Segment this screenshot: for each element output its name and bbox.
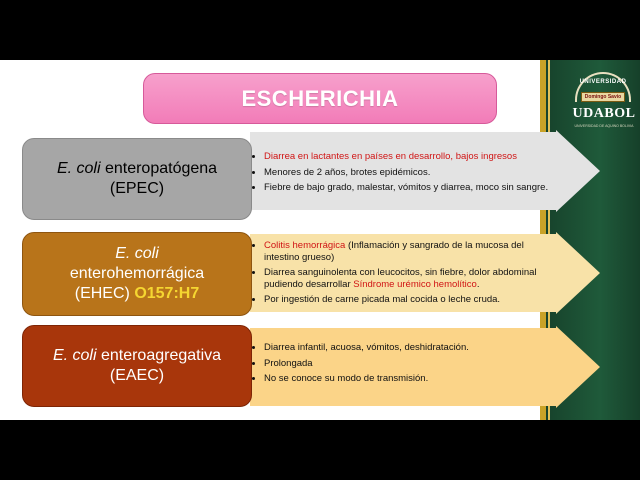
row-3-name: E. coli enteroagregativa — [52, 347, 222, 364]
list-item: • Diarrea en lactantes en países en desarrollo, bajos ingresos — [264, 151, 559, 163]
row-2-name-box — [22, 232, 252, 316]
row-2-abbr: (EHEC) O157:H7 — [74, 285, 200, 302]
slide-title-text: ESCHERICHIA — [241, 85, 399, 111]
list-item: • Colitis hemorrágica (Inflamación y sangrado de la mucosa del intestino grueso) — [264, 240, 559, 263]
list-item: • Diarrea sanguinolenta con leucocitos, sin fiebre, dolor abdominal pudiendo desarrollar Síndrome urémico hemolítico. — [264, 267, 559, 290]
row-1-name: E. coli enteropatógena — [56, 160, 218, 177]
university-crest-icon — [575, 72, 631, 110]
list-item: • Prolongada — [264, 358, 559, 370]
row-3-abbr: (EAEC) — [109, 367, 165, 384]
slide — [0, 60, 640, 420]
university-subtitle: UNIVERSIDAD DE AQUINO BOLIVIA — [574, 124, 634, 128]
row-1-name-box — [22, 138, 252, 220]
row-2-bullets — [254, 240, 559, 310]
row-2-name: enterohemorrágica — [69, 265, 205, 282]
list-item: • Por ingestión de carne picada mal cocida o leche cruda. — [264, 294, 559, 306]
crest-band: Domingo Savio — [581, 92, 625, 102]
row-1-bullets — [254, 151, 559, 198]
list-item: • Fiebre de bajo grado, malestar, vómitos y diarrea, moco sin sangre. — [264, 182, 559, 194]
row-1-abbr: (EPEC) — [109, 180, 165, 197]
row-3-name-box — [22, 325, 252, 407]
row-2-name-italic: E. coli — [115, 245, 159, 262]
list-item: • Menores de 2 años, brotes epidémicos. — [264, 167, 559, 179]
slide-title — [143, 73, 497, 124]
university-name: UDABOL — [572, 106, 636, 121]
list-item: • Diarrea infantil, acuosa, vómitos, deshidratación. — [264, 342, 559, 354]
crest-arc-text: UNIVERSIDAD — [579, 79, 627, 85]
list-item: • No se conoce su modo de transmisión. — [264, 373, 559, 385]
row-3-bullets — [254, 342, 559, 389]
serotype-label: O157:H7 — [134, 285, 200, 302]
